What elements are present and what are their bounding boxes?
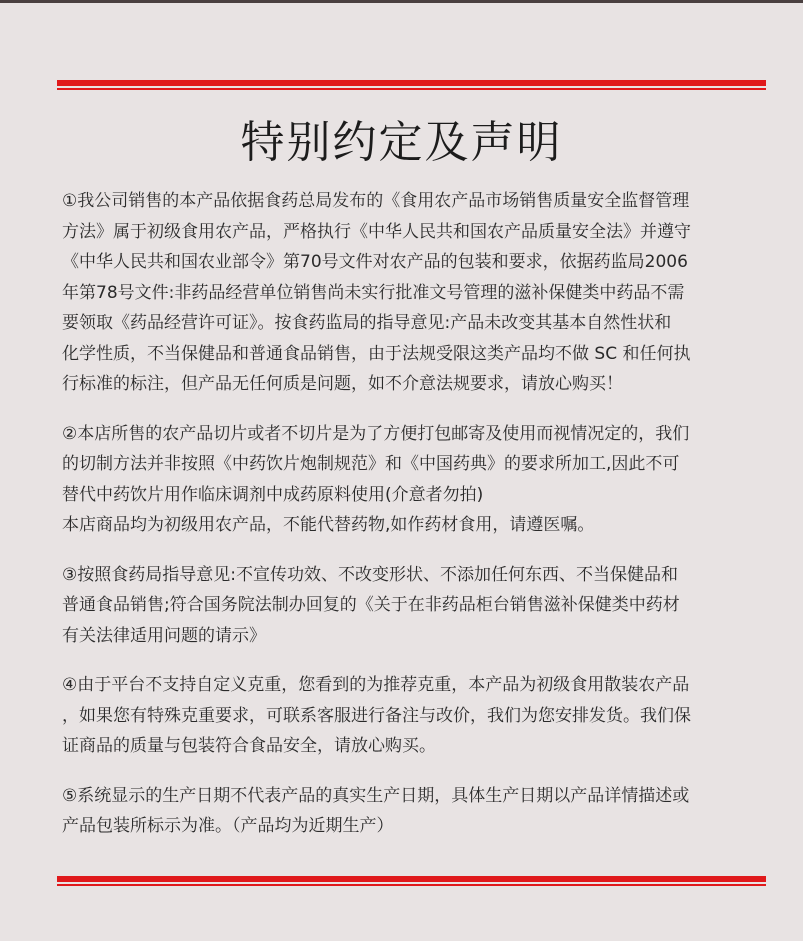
paragraph-line: 行标准的标注，但产品无任何质是问题，如不介意法规要求，请放心购买！ [62, 374, 623, 394]
paragraph-line: 本店商品均为初级用农产品，不能代替药物,如作药材食用，请遵医嘱。 [62, 515, 595, 535]
paragraph-line: 的切制方法并非按照《中药饮片炮制规范》和《中国药典》的要求所加工,因此不可 [62, 454, 680, 474]
paragraph-line: ，如果您有特殊克重要求，可联系客服进行备注与改价，我们为您安排发货。我们保 [62, 705, 691, 726]
paragraph-line: 方法》属于初级食用农产品，严格执行《中华人民共和国农产品质量安全法》并遵守 [62, 221, 691, 242]
paragraph-line: ④由于平台不支持自定义克重，您看到的为推荐克重，本产品为初级食用散装农产品 [62, 675, 690, 695]
paragraph-line: 年第78号文件:非药品经营单位销售尚未实行批准文号管理的滋补保健类中药品不需 [62, 282, 685, 303]
paragraph-line: 化学性质，不当保健品和普通食品销售，由于法规受限这类产品均不做 SC 和任何执 [62, 343, 691, 364]
statement-body [62, 186, 752, 861]
bottom-divider [57, 876, 766, 886]
top-divider [57, 80, 766, 90]
paragraph-line: ①我公司销售的本产品依据食药总局发布的《食用农产品市场销售质量安全监督管理 [62, 191, 690, 211]
paragraph-line: 有关法律适用问题的请示》 [62, 625, 266, 646]
paragraph-line: 证商品的质量与包装符合食品安全，请放心购买。 [62, 736, 436, 756]
paragraph-line: ②本店所售的农产品切片或者不切片是为了方便打包邮寄及使用而视情况定的，我们 [62, 423, 690, 444]
page-title: 特别约定及声明 [240, 117, 563, 168]
paragraph-line: 要领取《药品经营许可证》。按食药监局的指导意见:产品未改变其基本自然性状和 [62, 313, 672, 333]
paragraph-line: ⑤系统显示的生产日期不代表产品的真实生产日期，具体生产日期以产品详情描述或 [62, 785, 690, 806]
statement-paragraph-3 [62, 560, 752, 652]
paragraph-line: 普通食品销售;符合国务院法制办回复的《关于在非药品柜台销售滋补保健类中药材 [62, 595, 680, 615]
paragraph-line: 替代中药饮片用作临床调剂中成药原料使用(介意者勿拍) [62, 484, 484, 505]
paragraph-line: 产品包装所标示为准。（产品均为近期生产） [62, 816, 394, 836]
statement-paragraph-2 [62, 419, 752, 541]
statement-paragraph-4 [62, 670, 752, 762]
statement-paragraph-5 [62, 781, 752, 842]
top-edge-bar [0, 0, 803, 3]
paragraph-line: ③按照食药局指导意见:不宣传功效、不改变形状、不添加任何东西、不当保健品和 [62, 564, 678, 585]
statement-paragraph-1 [62, 186, 752, 400]
paragraph-line: 《中华人民共和国农业部令》第70号文件对农产品的包装和要求，依据药监局2006 [62, 252, 688, 272]
